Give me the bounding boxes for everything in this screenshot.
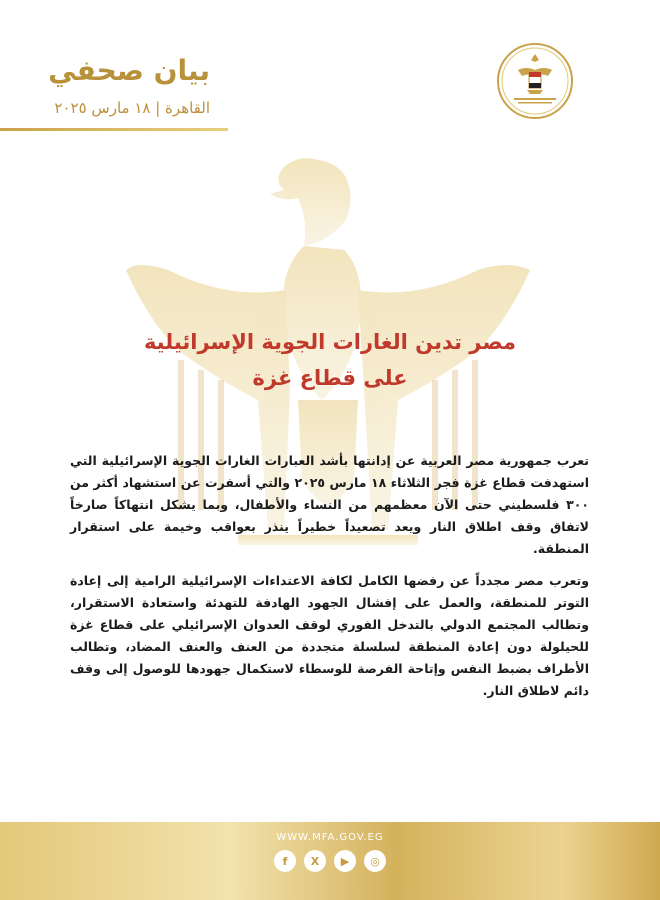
page-title: بيان صحفي [48, 54, 210, 87]
body-paragraph-2: وتعرب مصر مجدداً عن رفضها الكامل لكافة الاعتداءات الإسرائيلية الرامية إلى إعادة التوتر للمنطقة، والعمل على إفشال الجهود الهادفة للتهدئة واستعادة الاستقرار، وتطالب المجتمع الدولي بالتدخل الفوري لوقف العدوان الإسرائيلي على قطاع غزة للحيلولة دون إعادة المنطقة لسلسلة متجددة من العنف والعنف المضاد، وتطالب الأطراف بضبط النفس وإتاحة الفرصة للوسطاء لاستكمال جهودها للوصول إلى وقف دائم لاطلاق النار. [70, 573, 589, 698]
footer-bar [0, 822, 660, 900]
header-divider [0, 128, 228, 131]
website-link[interactable]: WWW.MFA.GOV.EG [276, 832, 384, 843]
instagram-icon[interactable]: ◎ [364, 850, 386, 872]
youtube-icon[interactable]: ▶ [334, 850, 356, 872]
headline-line-1: مصر تدين الغارات الجوية الإسرائيلية [143, 330, 517, 354]
social-links [270, 850, 390, 872]
headline-line-2: على قطاع غزة [252, 366, 408, 390]
x-icon[interactable]: X [304, 850, 326, 872]
ministry-logo [496, 42, 574, 120]
dateline: القاهرة | ١٨ مارس ٢٠٢٥ [54, 99, 210, 117]
body-paragraph-1: تعرب جمهورية مصر العربية عن إدانتها بأشد العبارات الغارات الجوية الإسرائيلية التي استهدفت قطاع غزة فجر الثلاثاء ١٨ مارس ٢٠٢٥ والتي أسفرت عن استشهاد أكثر من ٣٠٠ فلسطيني حتى الآن معظمهم من النساء والأطفال، وبما يشكل انتهاكاً صارخاً لاتفاق وقف اطلاق النار ويعد تصعيداً خطيراً ينذر بعواقب وخيمة على استقرار المنطقة. [70, 453, 589, 556]
facebook-icon[interactable]: f [274, 850, 296, 872]
